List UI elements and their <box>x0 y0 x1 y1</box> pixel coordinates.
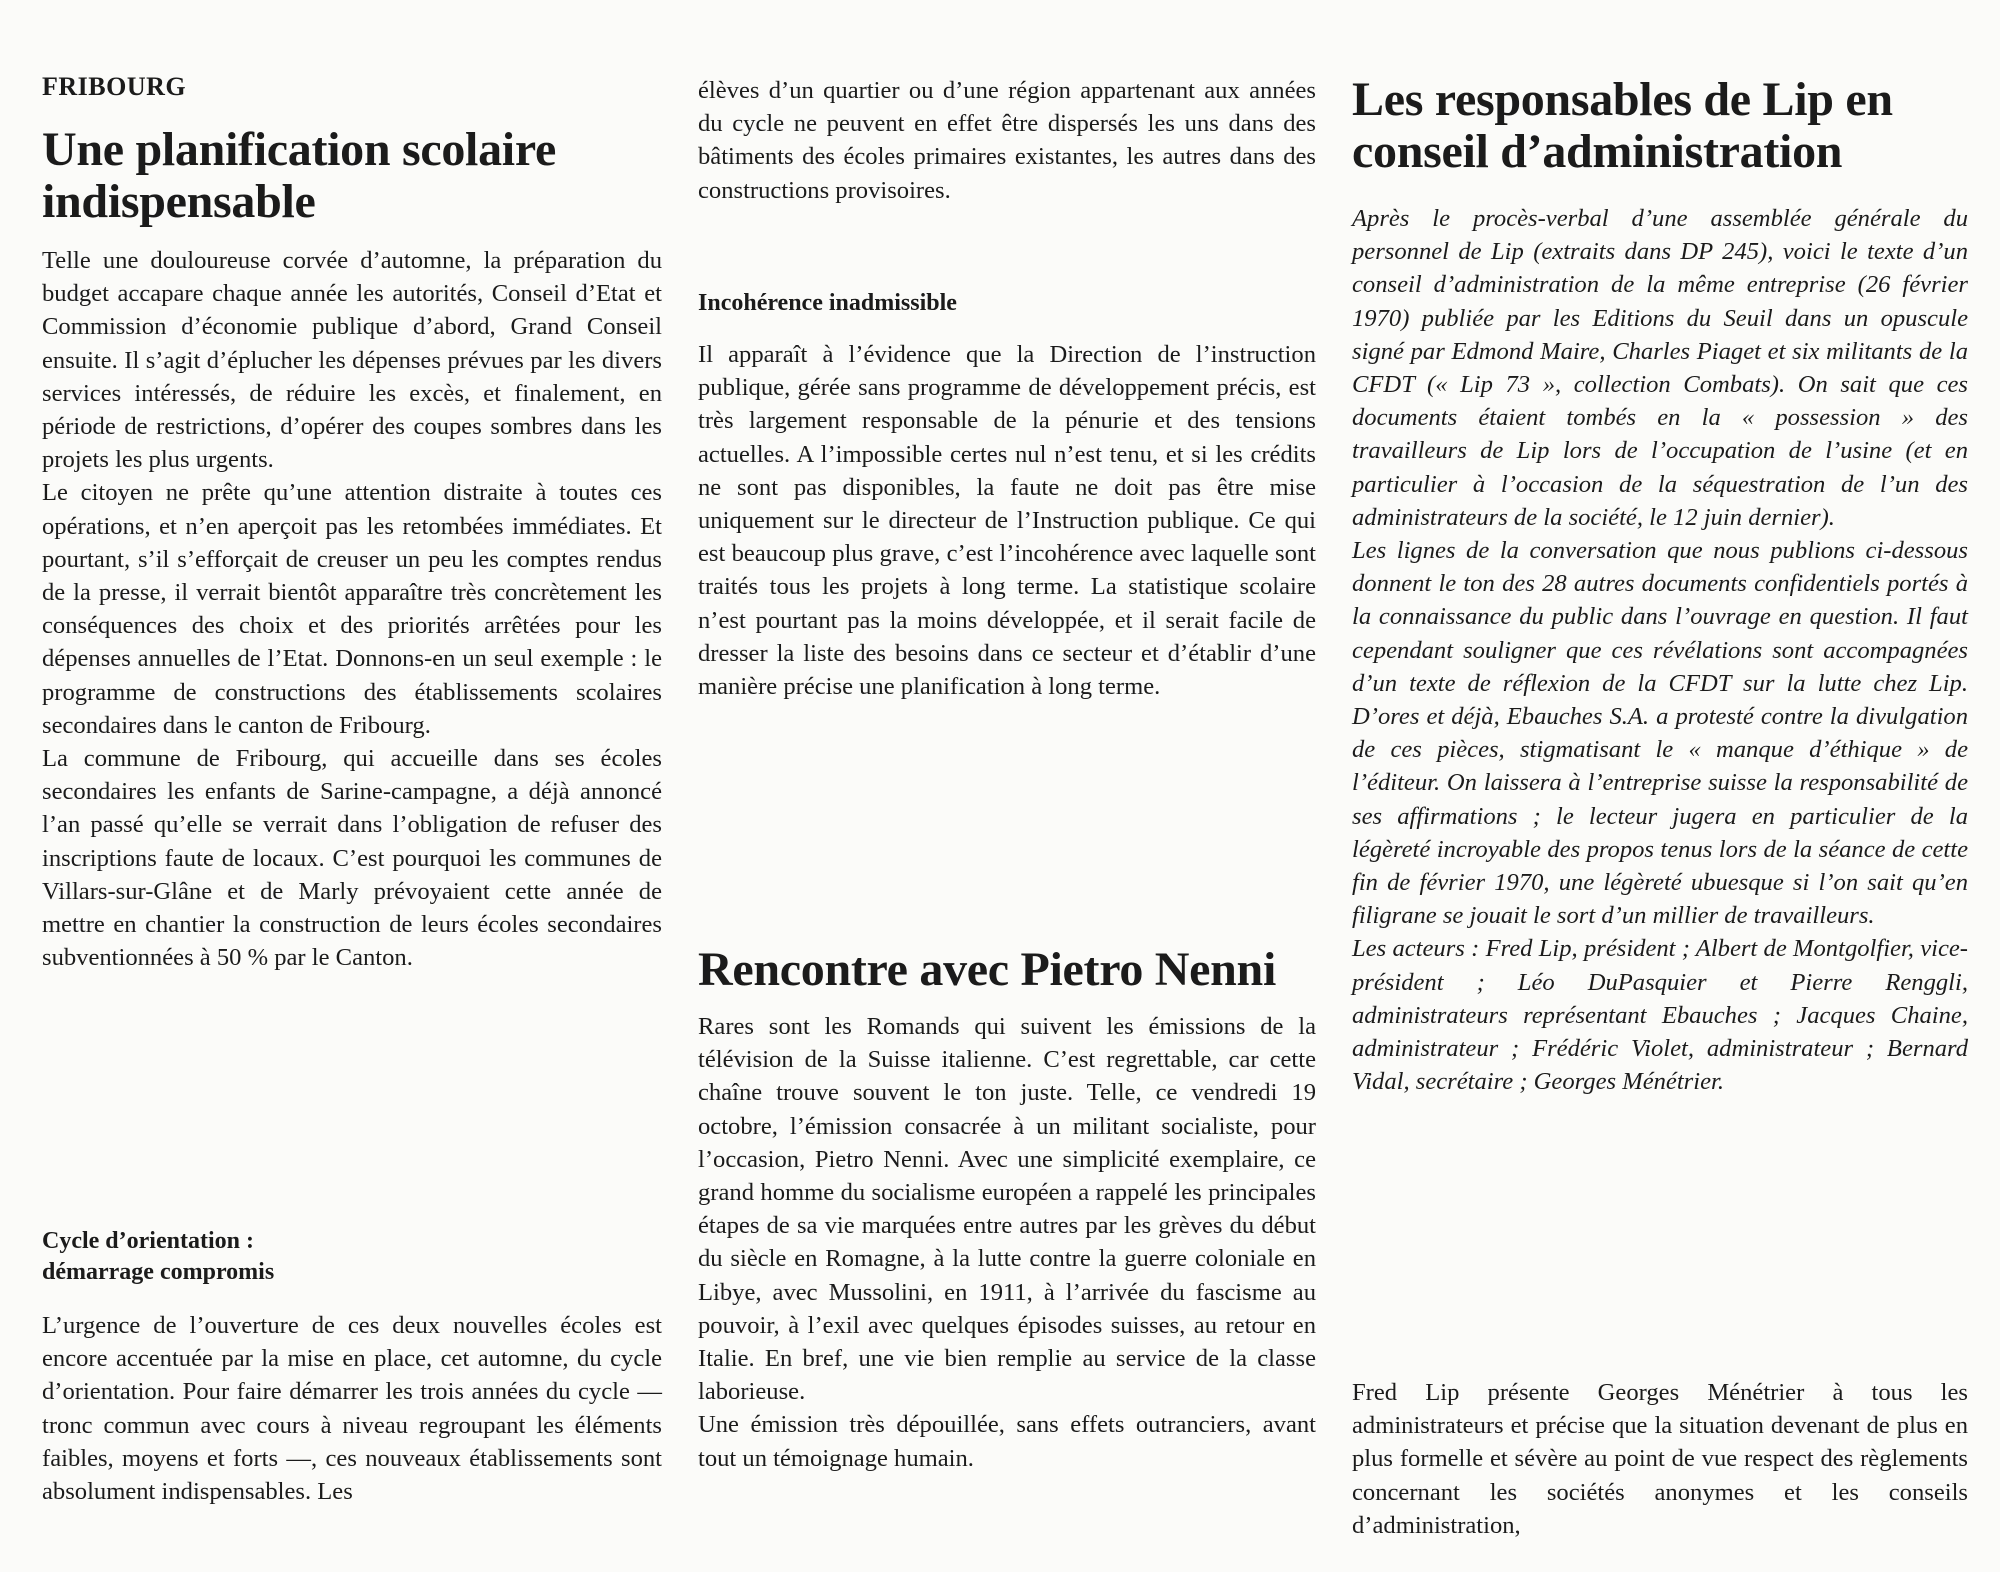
headline-planification: Une planification scolaire indispensable <box>42 123 556 228</box>
paragraph: La commune de Fribourg, qui accueille dans ses écoles secondaires les enfants de Sarine-campagne, a déjà annoncé l’an passé qu’elle se verrait dans l’obligation de refuser des inscriptions faute de locaux. C’est pourquoi les communes de Villars-sur-Glâne et de Marly prévoyaient cette année de mettre en chantier la construction de leurs écoles secondaires subventionnées à 50 % par le Canton. <box>42 745 662 972</box>
paragraph: Les acteurs : Fred Lip, président ; Albert de Montgolfier, vice-président ; Léo DuPasquier et Pierre Renggli, administrateurs représentant Ebauches ; Jacques Chaine, administrateur ; Frédéric Violet, administrateur ; Bernard Vidal, secrétaire ; Georges Ménétrier. <box>1352 935 1968 1096</box>
paragraph: Le citoyen ne prête qu’une attention distraite à toutes ces opérations, et n’en aperçoit pas les retombées immédiates. Et pourtant, s’il s’efforçait de creuser un peu les comptes rendus de la presse, il verrait bientôt apparaître très concrètement les conséquences des choix et des priorités arrêtées pour les dépenses annuelles de l’Etat. Donnons-en un seul exemple : le programme de constructions des établissements scolaires secondaires dans le canton de Fribourg. <box>42 479 662 739</box>
section-kicker: FRIBOURG <box>42 72 187 101</box>
article-body-nenni <box>698 1010 1316 1475</box>
article-intro-lip <box>1352 202 1968 1098</box>
paragraph: Fred Lip présente Georges Ménétrier à tous les administrateurs et précise que la situation devenant de plus en plus formelle et sévère au point de vue respect des règlements concernant les sociétés anonymes et les conseils d’administration, <box>1352 1379 1968 1539</box>
paragraph: élèves d’un quartier ou d’une région appartenant aux années du cycle ne peuvent en effet être dispersés les uns dans des bâtiments des écoles primaires existantes, les autres dans des constructions provisoires. <box>698 77 1316 204</box>
paragraph: Une émission très dépouillée, sans effets outranciers, avant tout un témoignage humain. <box>698 1411 1316 1472</box>
article-body-cycle <box>42 1309 662 1508</box>
subhead-incoherence: Incohérence inadmissible <box>698 290 957 316</box>
paragraph: Les lignes de la conversation que nous publions ci-dessous donnent le ton des 28 autres documents confidentiels portés à la connaissance du public dans l’ouvrage en question. Il faut cependant souligner que ces révélations sont accompagnées d’un texte de réflexion de la CFDT sur la lutte chez Lip. D’ores et déjà, Ebauches S.A. a protesté contre la divulgation de ces pièces, stigmatisant le « manque d’éthique » de l’éditeur. On laissera à l’entreprise suisse la responsabilité de ses affirmations ; le lecteur jugera en particulier de la légèreté incroyable des propos tenus lors de la séance de cette fin de février 1970, une légèreté ubuesque si l’on sait qu’en filigrane se jouait le sort d’un millier de travailleurs. <box>1352 537 1968 930</box>
headline-pietro-nenni: Rencontre avec Pietro Nenni <box>698 943 1276 996</box>
paragraph: Rares sont les Romands qui suivent les émissions de la télévision de la Suisse italienne. C’est regrettable, car cette chaîne trouve souvent le ton juste. Telle, ce vendredi 19 octobre, l’émission consacrée à un militant socialiste, pour l’occasion, Pietro Nenni. Avec une simplicité exemplaire, ce grand homme du socialisme européen a rappelé les principales étapes de sa vie marquées entre autres par les grèves du début du siècle en Romagne, à la lutte contre la guerre coloniale en Libye, avec Mussolini, en 1911, à l’arrivée du fascisme au pouvoir, à l’exil avec quelques épisodes suisses, au retour en Italie. En bref, une vie bien remplie au service de la classe laborieuse. <box>698 1013 1316 1406</box>
article-body-incoherence <box>698 338 1316 703</box>
paragraph: Après le procès-verbal d’une assemblée générale du personnel de Lip (extraits dans DP 245), voici le texte d’un conseil d’administration de la même entreprise (26 février 1970) publiée par les Editions du Seuil dans un opuscule signé par Edmond Maire, Charles Piaget et six militants de la CFDT (« Lip 73 », collection Combats). On sait que ces documents étaient tombés en la « possession » des travailleurs de Lip lors de l’occupation de l’usine (et en particulier à l’occasion de la séquestration de l’un des administrateurs de la société, le 12 juin dernier). <box>1352 205 1968 531</box>
subhead-line: démarrage compromis <box>42 1259 275 1285</box>
paragraph: Il apparaît à l’évidence que la Direction de l’instruction publique, gérée sans programme de développement précis, est très largement responsable de la pénurie et des tensions actuelles. A l’impossible certes nul n’est tenu, et si les crédits ne sont pas disponibles, la faute ne doit pas être mise uniquement sur le directeur de l’Instruction publique. Ce qui est beaucoup plus grave, c’est l’incohérence avec laquelle sont traités tous les projets à long terme. La statistique scolaire n’est pourtant pas la moins développée, et il serait facile de dresser la liste des besoins dans ce secteur et d’établir d’une manière précise une planification à long terme. <box>698 341 1316 701</box>
article-body-lip <box>1352 1376 1968 1542</box>
paragraph: L’urgence de l’ouverture de ces deux nouvelles écoles est encore accentuée par la mise en place, cet automne, du cycle d’orientation. Pour faire démarrer les trois années du cycle — tronc commun avec cours à niveau regroupant les éléments faibles, moyens et forts —, ces nouveaux établissements sont absolument indispensables. Les <box>42 1312 662 1506</box>
subhead-line: Cycle d’orientation : <box>42 1228 254 1254</box>
article-continuation <box>698 74 1316 207</box>
paragraph: Telle une douloureuse corvée d’automne, la préparation du budget accapare chaque année les autorités, Conseil d’Etat et Commission d’économie publique d’abord, Grand Conseil ensuite. Il s’agit d’éplucher les dépenses prévues par les divers services intéressés, de réduire les excès, et finalement, en période de restrictions, d’opérer des coupes sombres dans les projets les plus urgents. <box>42 247 662 474</box>
subhead-cycle-orientation <box>42 1226 274 1288</box>
article-body-planification <box>42 244 662 974</box>
headline-lip: Les responsables de Lip en conseil d’administration <box>1352 73 1893 178</box>
